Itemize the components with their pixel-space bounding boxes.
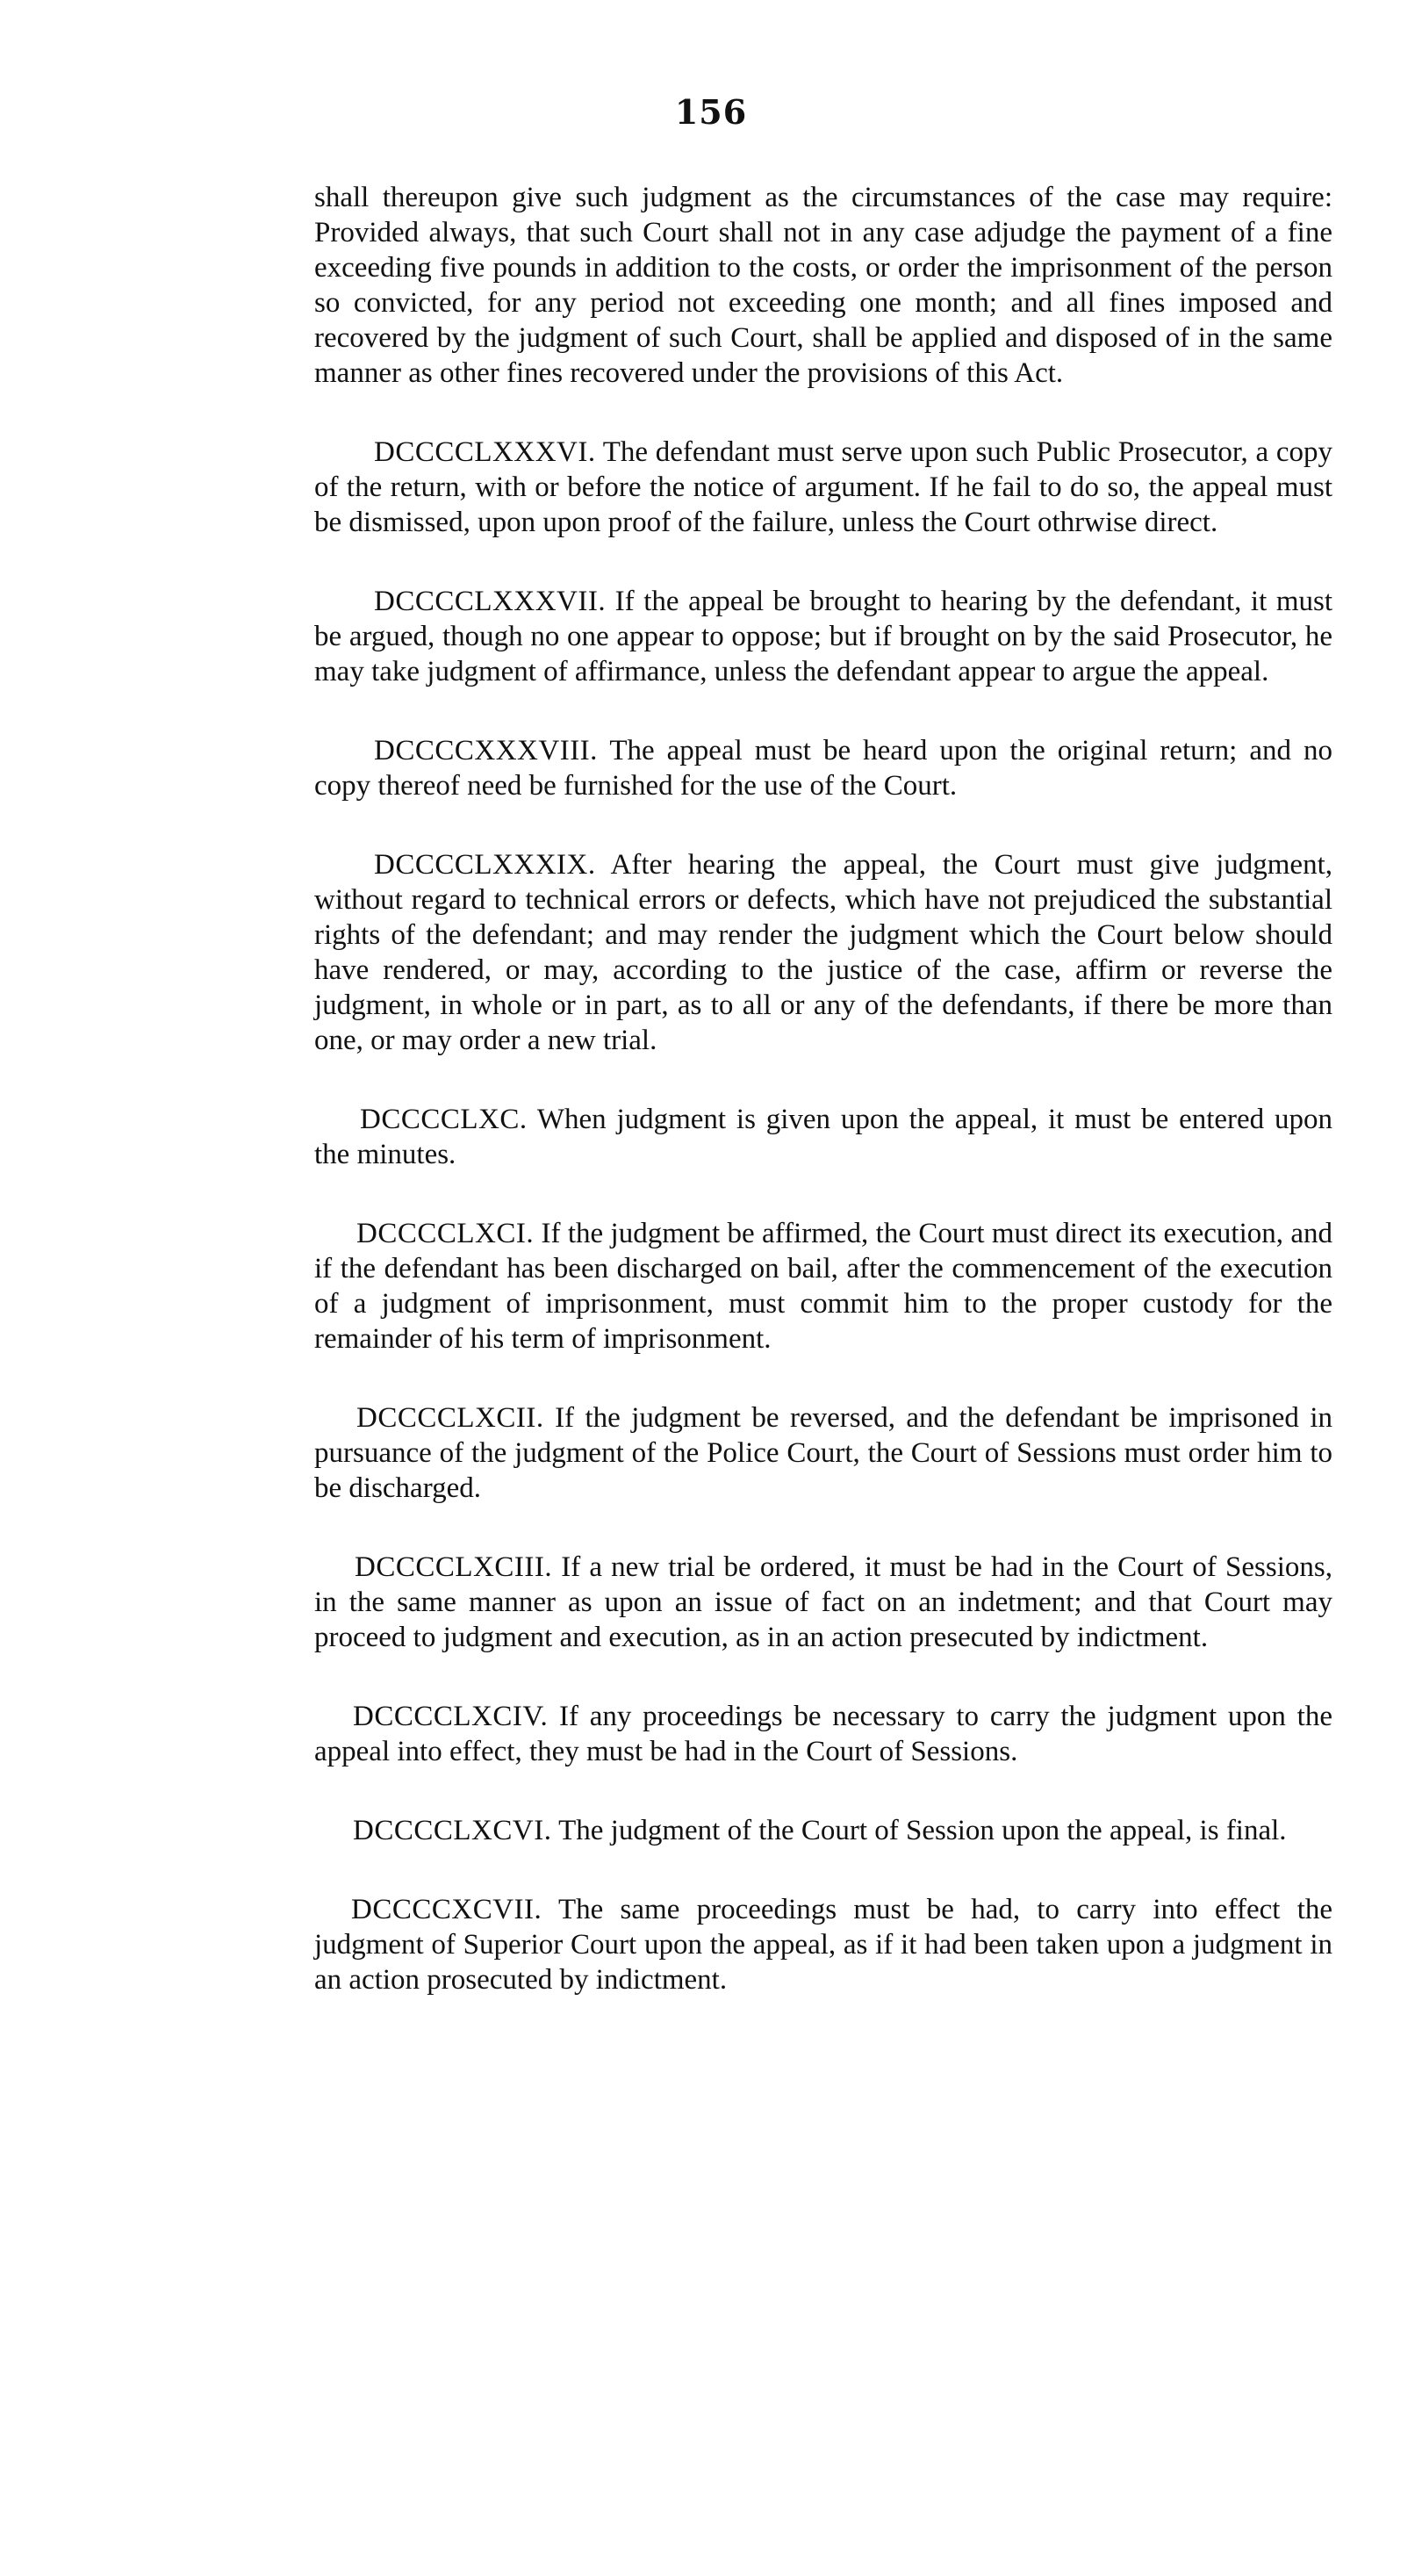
section-number: DCCCCLXXXVII. — [374, 586, 607, 617]
paragraph-text: If any proceedings be necessary to carry the judgment upon the appeal into effect, they must be had in the Court of Sessions. — [314, 1701, 1332, 1767]
section-892 — [314, 1400, 1332, 1506]
body-text — [314, 180, 1332, 2041]
section-number: DCCCCXXXVIII. — [374, 735, 598, 766]
section-889 — [314, 847, 1332, 1058]
section-897 — [314, 1892, 1332, 1997]
section-891 — [314, 1216, 1332, 1356]
section-number: DCCCCLXC. — [360, 1104, 528, 1135]
section-number: DCCCCLXCI. — [356, 1218, 535, 1249]
paragraph-text: After hearing the appeal, the Court must give judgment, without regard to technical errors or defects, which have not prejudiced the substantial rights of the defendant; and may render the judgment which the Court below should have rendered, or may, according to the justice of the case, affirm or reverse the judgment, in whole or in part, as to all or any of the defendants, if there be more than one, or may order a new trial. — [314, 849, 1332, 1056]
paragraph-text: The same proceedings must be had, to carry into effect the judgment of Superior Court upon the appeal, as if it had been taken upon a judgment in an action prosecuted by indictment. — [314, 1894, 1333, 1996]
section-893 — [314, 1550, 1332, 1655]
paragraph-text: If the judgment be affirmed, the Court must direct its execution, and if the defendant has been discharged on bail, after the commencement of the execution of a judgment of imprisonment, must commit him to the proper custody for the remainder of his term of imprisonment. — [314, 1218, 1333, 1355]
section-number: DCCCCLXXXIX. — [374, 849, 596, 881]
paragraph-text: The judgment of the Court of Session upon the appeal, is final. — [558, 1815, 1287, 1846]
paragraph-text: The appeal must be heard upon the original return; and no copy thereof need be furnished for the use of the Court. — [314, 735, 1333, 802]
section-887 — [314, 584, 1332, 689]
section-888 — [314, 733, 1332, 803]
paragraph-text: If a new trial be ordered, it must be had in the Court of Sessions, in the same manner as upon an issue of fact on an indetment; and that Court may proceed to judgment and execution, as in an action presecuted by indictment. — [314, 1551, 1333, 1653]
paragraph-text: The defendant must serve upon such Public Prosecutor, a copy of the return, with or before the notice of argument. If he fail to do so, the appeal must be dismissed, upon upon proof of the failure, unless the Court othrwise direct. — [314, 436, 1332, 538]
section-number: DCCCCLXXXVI. — [374, 436, 596, 468]
section-886 — [314, 435, 1332, 540]
section-number: DCCCCXCVII. — [351, 1894, 542, 1925]
paragraph-text: If the judgment be reversed, and the defendant be imprisoned in pursuance of the judgment of the Police Court, the Court of Sessions must order him to be discharged. — [314, 1402, 1333, 1504]
paragraph-text: shall thereupon give such judgment as the circumstances of the case may require: Provided always, that such Court shall not in any case adjudge the payment of a fine exceeding five pounds in addition to the costs, or order the imprisonment of the person so convicted, for any period not exceeding one month; and all fines imposed and recovered by the judgment of such Court, shall be applied and disposed of in the same manner as other fines recovered under the provisions of this Act. — [314, 182, 1332, 389]
section-number: DCCCCLXCVI. — [353, 1815, 552, 1846]
section-894 — [314, 1699, 1332, 1769]
section-896 — [314, 1813, 1332, 1848]
page-number: 156 — [674, 92, 748, 132]
paragraph-text: If the appeal be brought to hearing by the defendant, it must be argued, though no one appear to oppose; but if brought on by the said Prosecutor, he may take judgment of affirmance, unless the defendant appear to argue the appeal. — [314, 586, 1332, 687]
section-number: DCCCCLXCII. — [356, 1402, 544, 1434]
section-number: DCCCCLXCIII. — [355, 1551, 553, 1583]
paragraph-continuation — [314, 180, 1332, 391]
section-number: DCCCCLXCIV. — [353, 1701, 549, 1732]
paragraph-text: When judgment is given upon the appeal, it must be entered upon the minutes. — [314, 1104, 1332, 1170]
section-890 — [314, 1102, 1332, 1172]
